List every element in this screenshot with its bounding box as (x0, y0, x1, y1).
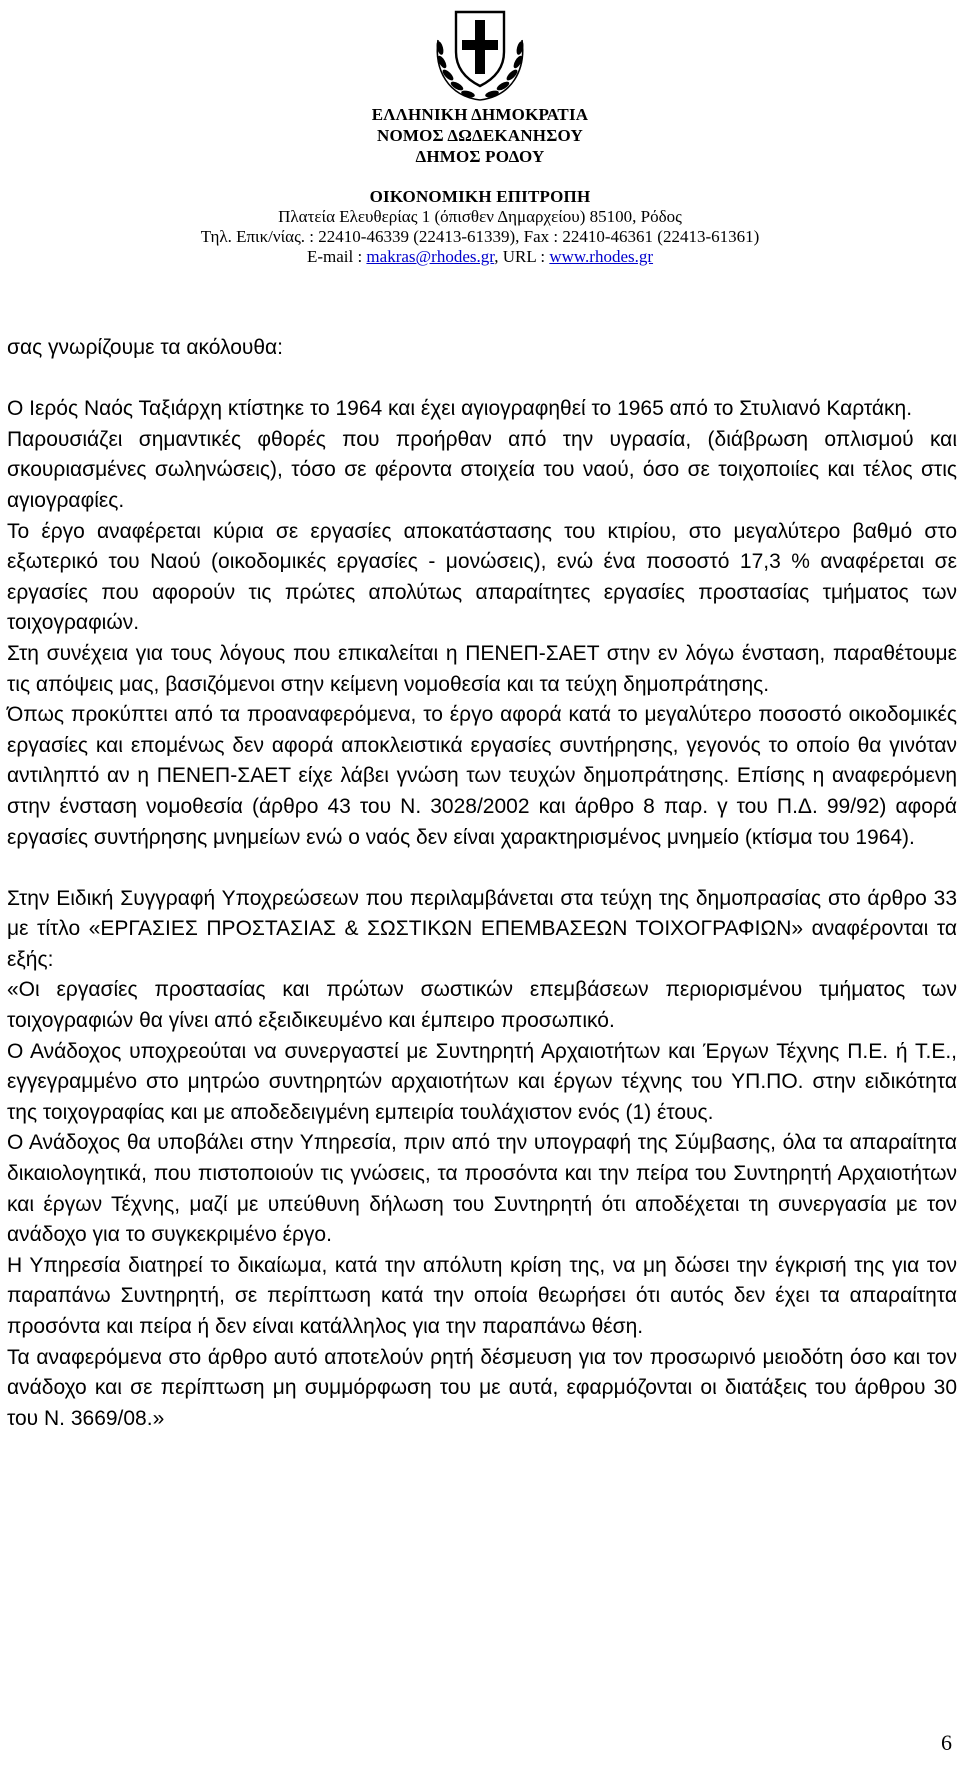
website-link[interactable]: www.rhodes.gr (549, 247, 654, 266)
document-body (7, 333, 957, 1434)
letterhead-phone: Τηλ. Επικ/νίας. : 22410-46339 (22413-61339), Fax : 22410-46361 (22413-61361) (200, 227, 760, 246)
paragraph: Ο Ανάδοχος θα υποβάλει στην Υπηρεσία, πριν από την υπογραφή της Σύμβασης, όλα τα απαραίτητα δικαιολογητικά, που πιστοποιούν τις γνώσεις, τα προσόντα και την πείρα του Συντηρητή Αρχαιοτήτων και έργων Τέχνης, μαζί με υπεύθυνη δήλωση του Συντηρητή ότι αποδέχεται τη συνεργασία με τον ανάδοχο για το συγκεκριμένο έργο. (7, 1131, 957, 1247)
paragraph: Τα αναφερόμενα στο άρθρο αυτό αποτελούν ρητή δέσμευση για τον προσωρινό μειοδότη όσο και τον ανάδοχο και σε περίπτωση μη συμμόρφωση του με αυτά, εφαρμόζονται οι διατάξεις του άρθρου 30 του Ν. 3669/08.» (7, 1345, 957, 1430)
paragraph: Ο Ανάδοχος υποχρεούται να συνεργαστεί με Συντηρητή Αρχαιοτήτων και Έργων Τέχνης Π.Ε. ή Τ.Ε., εγγεγραμμένο στο μητρώο συντηρητών αρχαιοτήτων και έργων τέχνης του ΥΠ.ΠΟ. στην ειδικότητα της τοιχογραφίας και με αποδεδειγμένη εμπειρία τουλάχιστον ενός (1) έτους. (7, 1039, 957, 1124)
greeting-line: σας γνωρίζουμε τα ακόλουθα: (7, 336, 284, 359)
paragraph: Παρουσιάζει σημαντικές φθορές που προήρθαν από την υγρασία, (διάβρωση οπλισμού και σκουριασμένες σωληνώσεις), τόσο σε φέροντα στοιχεία του ναού, όσο σε τοιχοποιίες και τέλος στις αγιογραφίες. (7, 427, 957, 512)
letterhead-contact (0, 247, 960, 267)
letterhead-prefecture: ΝΟΜΟΣ ΔΩΔΕΚΑΝΗΣΟΥ (376, 126, 584, 145)
greek-coat-of-arms-icon (420, 4, 540, 104)
paragraph: Όπως προκύπτει από τα προαναφερόμενα, το έργο αφορά κατά το μεγαλύτερο ποσοστό οικοδομικές εργασίες και επομένως δεν αφορά αποκλειστικά εργασίες συντήρησης, γεγονός το οποίο θα γινόταν αντιληπτό αν η ΠΕΝΕΠ-ΣΑΕΤ είχε λάβει γνώση των τευχών δημοπράτησης. Επίσης η αναφερόμενη στην ένσταση νομοθεσία (άρθρο 43 του Ν. 3028/2002 και άρθρο 8 παρ. γ του Π.Δ. 99/92) αφορά εργασίες συντήρησης μνημείων ενώ ο ναός δεν είναι χαρακτηρισμένος μνημείο (κτίσμα του 1964). (7, 703, 957, 849)
letterhead-committee: ΟΙΚΟΝΟΜΙΚΗ ΕΠΙΤΡΟΠΗ (369, 187, 591, 206)
paragraph: Η Υπηρεσία διατηρεί το δικαίωμα, κατά την απόλυτη κρίση της, να μη δώσει την έγκρισή της για τον παραπάνω Συντηρητή, σε περίπτωση κατά την οποία θεωρήσει ότι αυτός δεν έχει τα απαραίτητα προσόντα και πείρα ή δεν είναι κατάλληλος για την παραπάνω θέση. (7, 1253, 957, 1338)
letterhead-municipality: ΔΗΜΟΣ ΡΟΔΟΥ (415, 147, 545, 166)
paragraph: Στην Ειδική Συγγραφή Υποχρεώσεων που περιλαμβάνεται στα τεύχη της δημοπρασίας στο άρθρο 33 με τίτλο «ΕΡΓΑΣΙΕΣ ΠΡΟΣΤΑΣΙΑΣ & ΣΩΣΤΙΚΩΝ ΕΠΕΜΒΑΣΕΩΝ ΤΟΙΧΟΓΡΑΦΙΩΝ» αναφέρονται τα εξής: (7, 886, 957, 971)
paragraph: Το έργο αναφέρεται κύρια σε εργασίες αποκατάστασης του κτιρίου, στο μεγαλύτερο βαθμό στο εξωτερικό του Ναού (οικοδομικές εργασίες - μονώσεις), ενώ ένα ποσοστό 17,3 % αναφέρεται σε εργασίες που αφορούν τις πρώτες απολύτως απαραίτητες εργασίες προστασίας τμήματος των τοιχογραφιών. (7, 519, 957, 635)
letterhead-address: Πλατεία Ελευθερίας 1 (όπισθεν Δημαρχείου) 85100, Ρόδος (278, 207, 682, 226)
page-number: 6 (941, 1730, 952, 1755)
paragraph: Στη συνέχεια για τους λόγους που επικαλείται η ΠΕΝΕΠ-ΣΑΕΤ στην εν λόγω ένσταση, παραθέτουμε τις απόψεις μας, βασιζόμενοι στην κείμενη νομοθεσία και τα τεύχη δημοπράτησης. (7, 641, 957, 696)
url-label: , URL : (494, 247, 550, 266)
paragraph: Ο Ιερός Ναός Ταξιάρχη κτίστηκε το 1964 και έχει αγιογραφηθεί το 1965 από το Στυλιανό Καρτάκη. (7, 397, 913, 421)
section-history (7, 394, 957, 853)
email-label: E-mail : (306, 247, 367, 266)
letterhead (0, 0, 960, 267)
email-link[interactable]: makras@rhodes.gr (366, 247, 495, 266)
section-specification (7, 884, 957, 1435)
letterhead-country: ΕΛΛΗΝΙΚΗ ΔΗΜΟΚΡΑΤΙΑ (371, 105, 589, 124)
paragraph: «Οι εργασίες προστασίας και πρώτων σωστικών επεμβάσεων περιορισμένου τμήματος των τοιχογραφιών θα γίνει από εξειδικευμένο και έμπειρο προσωπικό. (7, 978, 957, 1033)
